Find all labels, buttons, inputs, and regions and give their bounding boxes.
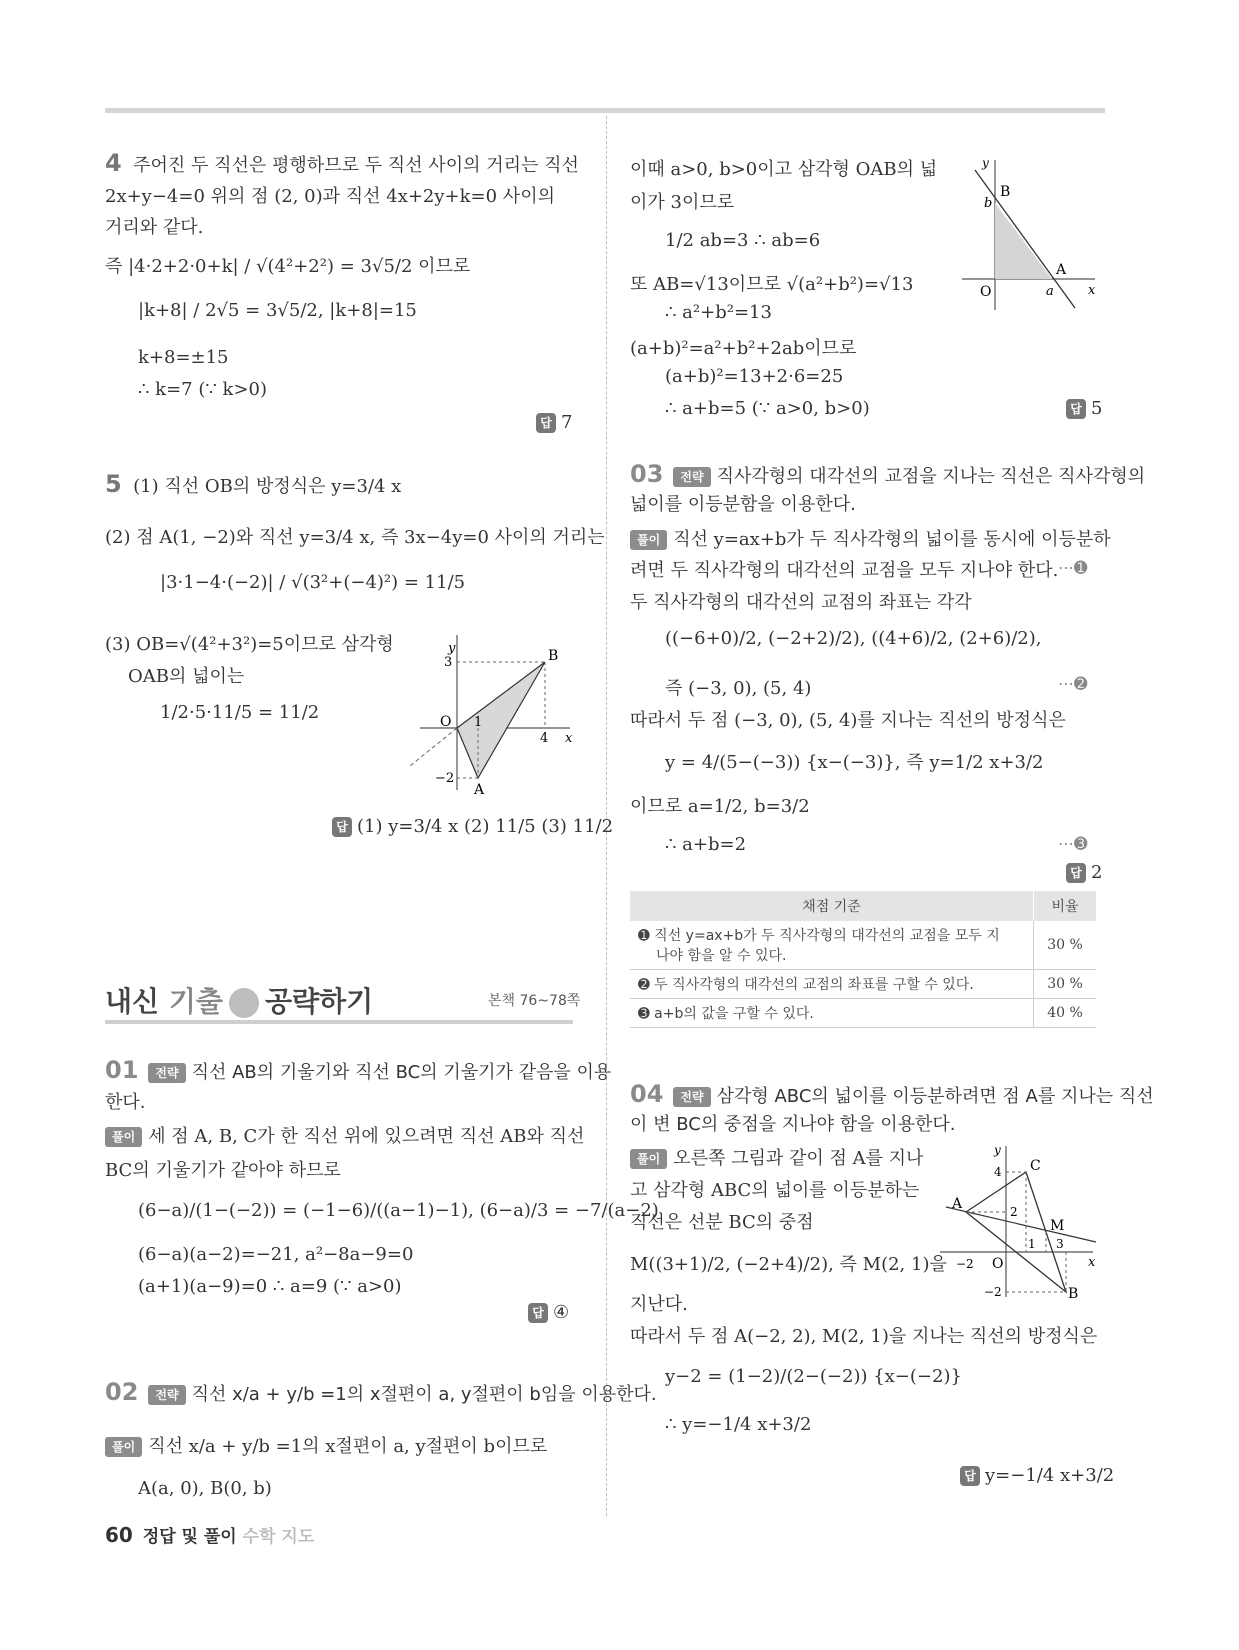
point-b-label: B — [548, 648, 559, 664]
q04-figure — [938, 1142, 1098, 1300]
q04-strategy — [630, 1080, 1154, 1108]
q01-equation: (a+1)(a−9)=0 ∴ a=9 (∵ a>0) — [138, 1276, 402, 1297]
b-label: b — [984, 196, 993, 211]
criteria-cell: ➋ 두 직사각형의 대각선의 교점의 좌표를 구할 수 있다. — [630, 970, 1034, 999]
point-a-label: A — [1056, 262, 1067, 278]
point-b-label: B — [1068, 1286, 1079, 1300]
x-label: x — [565, 731, 573, 746]
page-footer — [105, 1522, 314, 1547]
q01-line: 세 점 A, B, C가 한 직선 위에 있으려면 직선 AB와 직선 — [148, 1126, 585, 1147]
strategy-text: 직사각형의 대각선의 교점을 지나는 직선은 직사각형의 — [716, 466, 1146, 487]
q02-equation: ∴ a+b=5 (∵ a>0, b>0) — [665, 398, 870, 419]
problem-4 — [105, 148, 579, 243]
p4-equation: ∴ k=7 (∵ k>0) — [138, 379, 267, 400]
strategy-text: 삼각형 ABC의 넓이를 이등분하려면 점 A를 지나는 직선 — [716, 1086, 1154, 1107]
answer-badge: 답 — [960, 1466, 980, 1486]
strategy-tag: 전략 — [673, 1087, 710, 1107]
answer-badge: 답 — [536, 413, 556, 433]
ratio-cell: 30 % — [1034, 970, 1097, 999]
step-marker: ⋯➌ — [1058, 834, 1088, 853]
strategy-text: 한다. — [105, 1092, 146, 1113]
footer-label: 정답 및 풀이 — [142, 1527, 237, 1547]
q03-number: 03 — [630, 460, 664, 488]
table-row — [630, 999, 1096, 1028]
q04-number: 04 — [630, 1080, 664, 1108]
x-label: x — [1088, 283, 1096, 298]
q04-equation: ∴ y=−1/4 x+3/2 — [665, 1414, 812, 1435]
x-label: x — [1088, 1255, 1096, 1270]
answer-badge: 답 — [332, 817, 352, 837]
answer-value: 2 — [1091, 862, 1103, 883]
answer-value: 7 — [561, 412, 573, 433]
answer-value: (1) y=3/4 x (2) 11/5 (3) 11/2 — [357, 816, 614, 837]
triangle-oab — [457, 662, 545, 778]
q02-equation: 또 AB=√13이므로 √(a²+b²)=√13 — [630, 274, 914, 295]
answer-value: ④ — [553, 1302, 570, 1323]
answer-badge: 답 — [528, 1303, 548, 1323]
solution-tag: 풀이 — [105, 1437, 142, 1457]
p4-line: 거리와 같다. — [105, 217, 204, 238]
q04-equation: M((3+1)/2, (−2+4)/2), 즉 M(2, 1)을 — [630, 1254, 947, 1275]
solution-tag: 풀이 — [630, 1149, 667, 1169]
scoring-table — [630, 891, 1096, 1028]
problem-4-number: 4 — [105, 149, 122, 177]
q02-line: 이가 3이므로 — [630, 192, 735, 213]
problem-5-number: 5 — [105, 470, 122, 498]
origin-label: O — [980, 284, 992, 300]
q02-figure — [960, 155, 1100, 315]
tick-minus-2: −2 — [435, 771, 455, 786]
p5-answer — [332, 816, 613, 837]
answer-badge: 답 — [1066, 863, 1086, 883]
tick-4: 4 — [540, 731, 549, 746]
p5-line: (3) OB=√(4²+3²)=5이므로 삼각형 — [105, 634, 394, 655]
q02-line: 이때 a>0, b>0이고 삼각형 OAB의 넓 — [630, 159, 938, 180]
section-title-part: 공략하기 — [264, 985, 374, 1018]
strategy-tag: 전략 — [148, 1385, 185, 1405]
p4-line: 2x+y−4=0 위의 점 (2, 0)과 직선 4x+2y+k=0 사이의 — [105, 186, 555, 207]
q03-line: 려면 두 직사각형의 대각선의 교점을 모두 지나야 한다. — [630, 560, 1059, 581]
q02-number: 02 — [105, 1378, 139, 1406]
section-page-ref: 본책 76~78쪽 — [488, 993, 581, 1009]
q02-line: A(a, 0), B(0, b) — [138, 1478, 272, 1499]
q04-solution — [630, 1144, 923, 1170]
q02-equation: 1/2 ab=3 ∴ ab=6 — [665, 230, 821, 251]
p4-answer — [536, 412, 572, 433]
p5-line: (1) 직선 OB의 방정식은 y=3/4 x — [133, 476, 402, 497]
y-label: y — [448, 641, 456, 656]
header-criteria: 채점 기준 — [630, 891, 1034, 921]
q04-line: 지난다. — [630, 1294, 688, 1315]
tick-1: 1 — [474, 715, 483, 730]
section-title — [105, 980, 373, 1020]
q03-equation: 이므로 a=1/2, b=3/2 — [630, 796, 810, 817]
q03-equation: y = 4/(5−(−3)) {x−(−3)}, 즉 y=1/2 x+3/2 — [665, 752, 1044, 773]
q01-strategy — [105, 1056, 611, 1084]
q04-line: 오른쪽 그림과 같이 점 A를 지나 — [673, 1148, 924, 1169]
q04-line: 고 삼각형 ABC의 넓이를 이등분하는 — [630, 1180, 920, 1201]
q01-equation: (6−a)/(1−(−2)) = (−1−6)/((a−1)−1), (6−a)/3 = −7/(a−2) — [138, 1200, 659, 1221]
answer-value: 5 — [1091, 398, 1103, 419]
step-marker: ⋯➋ — [1058, 674, 1088, 693]
p4-equation: |k+8| / 2√5 = 3√5/2, |k+8|=15 — [138, 300, 417, 321]
strategy-tag: 전략 — [148, 1063, 185, 1083]
q03-line: 직선 y=ax+b가 두 직사각형의 넓이를 동시에 이등분하 — [673, 529, 1111, 550]
q02-solution — [105, 1432, 547, 1458]
q01-line: BC의 기울기가 같아야 하므로 — [105, 1160, 341, 1181]
a-label: a — [1046, 284, 1054, 299]
q03-line: 두 직사각형의 대각선의 교점의 좌표는 각각 — [630, 592, 972, 613]
tick-3: 3 — [444, 655, 453, 670]
strategy-text: 이 변 BC의 중점을 지나야 함을 이용한다. — [630, 1114, 956, 1135]
table-row — [630, 921, 1096, 970]
tick-3: 3 — [1056, 1237, 1064, 1251]
table-header — [630, 891, 1096, 921]
point-a-label: A — [474, 782, 485, 795]
strategy-text: 직선 AB의 기울기와 직선 BC의 기울기가 같음을 이용 — [191, 1062, 612, 1083]
strategy-text: 직선 x/a + y/b =1의 x절편이 a, y절편이 b임을 이용한다. — [191, 1384, 657, 1405]
step-marker: ⋯➊ — [1058, 558, 1088, 577]
p5-figure — [410, 630, 580, 795]
point-a-label: A — [952, 1196, 963, 1212]
exam-icon — [229, 988, 259, 1018]
origin-label: O — [440, 714, 452, 730]
q02-equation: (a+b)²=13+2·6=25 — [665, 366, 844, 387]
q03-equation: ∴ a+b=2 — [665, 834, 747, 855]
q01-number: 01 — [105, 1056, 139, 1084]
ratio-cell: 30 % — [1034, 921, 1097, 970]
point-c-label: C — [1030, 1158, 1041, 1174]
p5-line: (2) 점 A(1, −2)와 직선 y=3/4 x, 즉 3x−4y=0 사이의 거리는 — [105, 527, 605, 548]
q04-line: 직선은 선분 BC의 중점 — [630, 1212, 814, 1233]
strategy-tag: 전략 — [673, 467, 710, 487]
q01-answer — [528, 1302, 569, 1323]
page-number: 60 — [105, 1523, 133, 1547]
p5-equation: 1/2·5·11/5 = 11/2 — [160, 702, 320, 723]
strategy-text: 넓이를 이등분함을 이용한다. — [630, 494, 856, 515]
tick-1: 1 — [1028, 1237, 1036, 1251]
q02-answer — [1066, 398, 1102, 419]
q03-solution — [630, 525, 1111, 551]
point-m-label: M — [1050, 1218, 1065, 1234]
p4-equation: 즉 |4·2+2·0+k| / √(4²+2²) = 3√5/2 이므로 — [105, 256, 471, 277]
tick-minus-2-y: −2 — [984, 1285, 1002, 1299]
criteria-cell: ➌ a+b의 값을 구할 수 있다. — [630, 999, 1034, 1028]
p4-line: 주어진 두 직선은 평행하므로 두 직선 사이의 거리는 직선 — [133, 155, 579, 176]
y-label: y — [994, 1143, 1001, 1157]
q02-line: 직선 x/a + y/b =1의 x절편이 a, y절편이 b이므로 — [148, 1436, 548, 1457]
p4-equation: k+8=±15 — [138, 347, 229, 368]
q03-equation: ((−6+0)/2, (−2+2)/2), ((4+6)/2, (2+6)/2), — [665, 628, 1042, 649]
q01-solution — [105, 1122, 584, 1148]
point-b-label: B — [1000, 184, 1011, 200]
q02-equation: (a+b)²=a²+b²+2ab이므로 — [630, 338, 857, 359]
answer-badge: 답 — [1066, 399, 1086, 419]
perpendicular-line — [410, 728, 457, 766]
q03-equation: 즉 (−3, 0), (5, 4) — [665, 678, 812, 699]
q04-line: 따라서 두 점 A(−2, 2), M(2, 1)을 지나는 직선의 방정식은 — [630, 1326, 1098, 1347]
p5-equation: |3·1−4·(−2)| / √(3²+(−4)²) = 11/5 — [160, 572, 466, 593]
footer-watermark: 수학 지도 — [242, 1527, 315, 1547]
tick-2: 2 — [1010, 1205, 1018, 1219]
solution-tag: 풀이 — [105, 1127, 142, 1147]
y-label: y — [982, 156, 989, 170]
q02-equation: ∴ a²+b²=13 — [665, 302, 772, 323]
q03-strategy — [630, 460, 1145, 488]
section-title-part: 내신 — [105, 985, 160, 1018]
criteria-text: ➊ 직선 y=ax+b가 두 직사각형의 대각선의 교점을 모두 지 — [638, 928, 1000, 944]
section-title-part: 기출 — [168, 985, 223, 1018]
q03-answer — [1066, 862, 1102, 883]
q03-line: 따라서 두 점 (−3, 0), (5, 4)를 지나는 직선의 방정식은 — [630, 710, 1066, 731]
q01-equation: (6−a)(a−2)=−21, a²−8a−9=0 — [138, 1244, 414, 1265]
tick-minus-2-x: −2 — [956, 1257, 974, 1271]
answer-value: y=−1/4 x+3/2 — [985, 1465, 1115, 1486]
q04-answer — [960, 1465, 1114, 1486]
problem-5-line1 — [105, 470, 401, 498]
origin-label: O — [992, 1256, 1004, 1272]
p5-line: OAB의 넓이는 — [128, 666, 245, 687]
solution-tag: 풀이 — [630, 530, 667, 550]
tick-4: 4 — [994, 1165, 1002, 1179]
table-row — [630, 970, 1096, 999]
triangle-oab — [995, 203, 1052, 279]
header-ratio: 비율 — [1034, 891, 1097, 921]
ratio-cell: 40 % — [1034, 999, 1097, 1028]
section-rule — [105, 1020, 573, 1024]
criteria-text: 나야 함을 알 수 있다. — [656, 948, 787, 964]
q04-equation: y−2 = (1−2)/(2−(−2)) {x−(−2)} — [665, 1366, 962, 1387]
criteria-cell — [630, 921, 1034, 970]
q02-strategy — [105, 1378, 657, 1406]
top-rule — [105, 108, 1105, 113]
